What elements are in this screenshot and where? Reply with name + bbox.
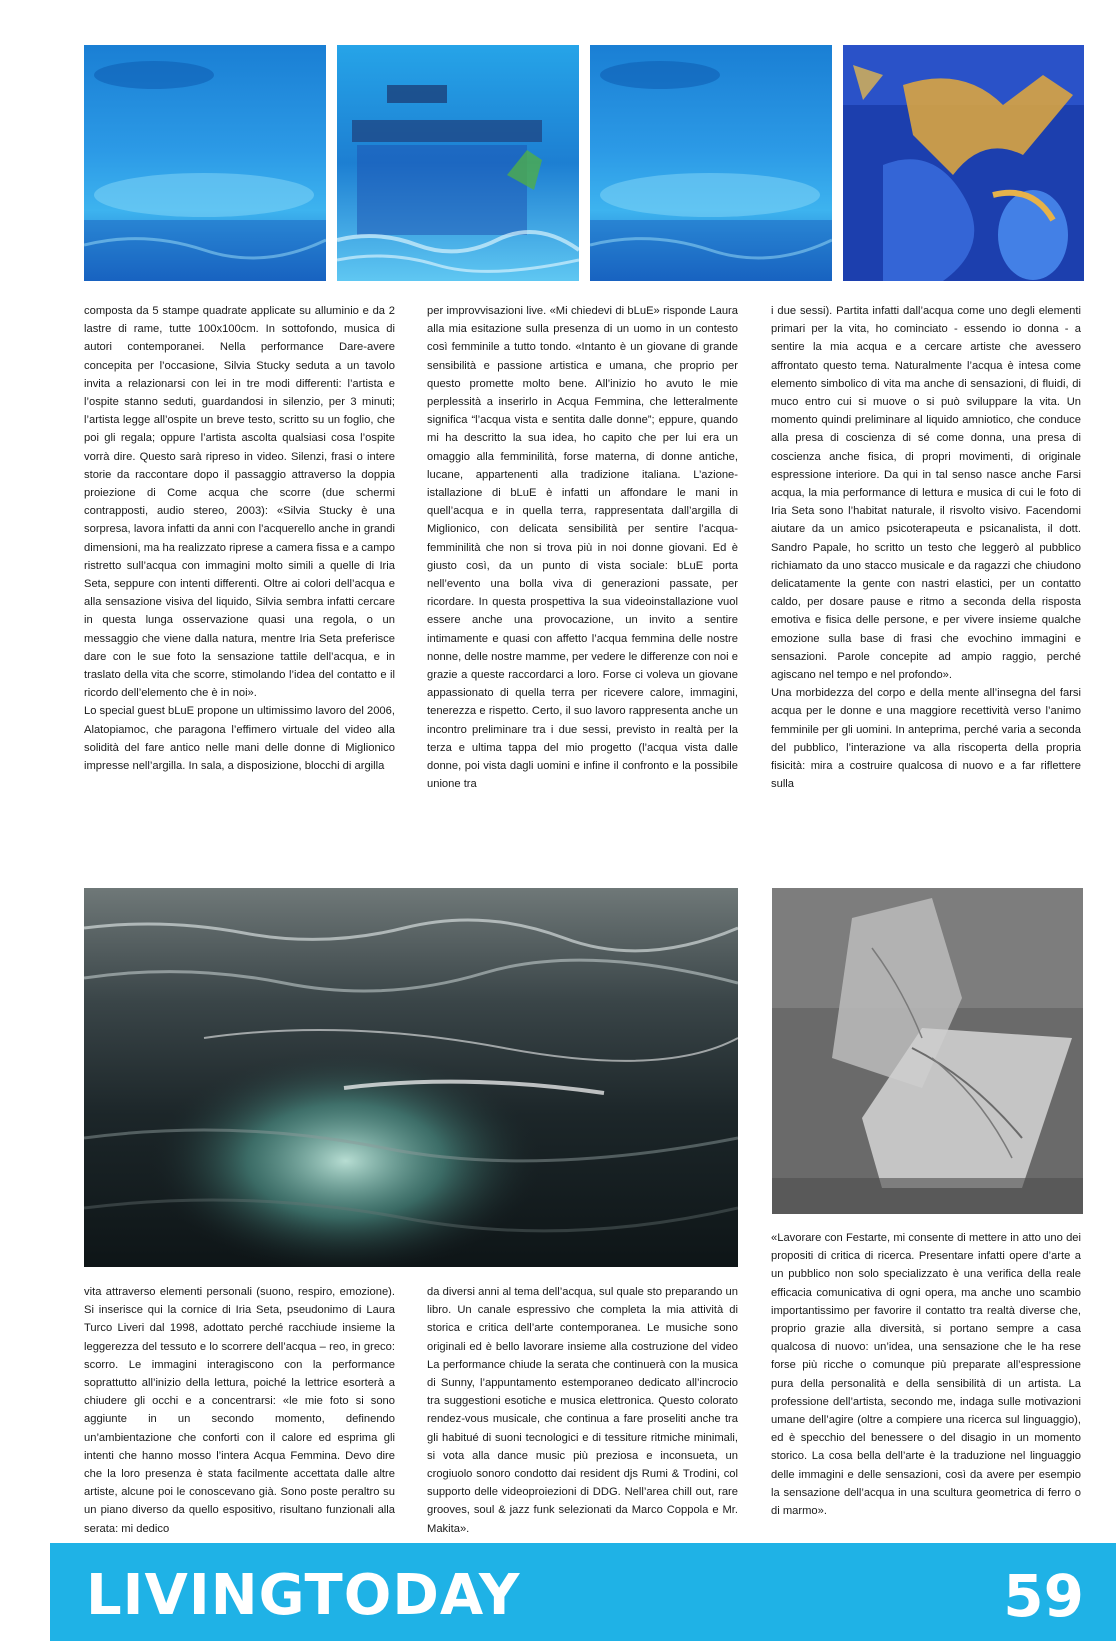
water-surface-photo: [84, 888, 738, 1267]
blue-gold-figure-print: [843, 45, 1084, 281]
clay-block-photo: [772, 888, 1083, 1214]
text-column-bottom-3: [771, 1229, 1081, 1520]
text-column-bottom-2: [427, 1283, 738, 1538]
blue-underwater-print-1: [84, 45, 326, 281]
text-column-top-1: [84, 302, 395, 775]
page-number: 59: [1003, 1562, 1084, 1630]
paragraph: i due sessi). Partita infatti dall’acqua come uno degli elementi primari per la vita, ho cominciato - essendo io donna - a sentire la mia acqua e a cercare artiste che avessero affrontato questo tema. Naturalmente l’acqua è intesa come elemento simbolico di vita ma anche di sensazioni, di fluidi, di muco entro cui si muove o si può sviluppare la vita. Un momento quindi preliminare al liquido amniotico, che conduce alla presa di coscienza di sé come donna, una presa di coscienza anche fisica, di propri movimenti, di originale espressione interiore. Da qui in tal senso nasce anche Farsi acqua, la mia performance di lettura e musica di cui le foto di Iria Seta sono l’habitat naturale, il risvolto visivo. Facendomi aiutare da un amico psicoterapeuta e psicanalista, il dott. Sandro Papale, ho scritto un testo che leggerò al pubblico richiamato da uno stacco musicale e da ragazzi che chiudono delicatamente la gente con nastri elastici, per un contatto caldo, per dosare pause e ritmo a seconda della risposta emotiva e fisica delle persone, e per vivere insieme qualche emozione sulla base di frasi che evochino immagini e sensazioni. Parole concepite ad ampio raggio, perché agiscano nel tempo e nel profondo».: [771, 305, 1081, 682]
text-column-top-2: [427, 302, 738, 793]
paragraph: da diversi anni al tema dell’acqua, sul quale sto preparando un libro. Un canale espressivo che completa la mia attività di storica e critica dell’arte contemporanea. Le musiche sono originali ed è bello lavorare insieme alla costruzione del video La performance chiude la serata che continuerà con la musica di Sunny, l’appuntamento estemporaneo dedicato all’incrocio tra suggestioni esotiche e musica elettronica. Questo colorato rendez-vous musicale, che continua a fare proseliti anche tra gli habitué di suoni tecnologici e di tessiture ritmiche minimali, si vota alla dance music più preziosa e inconsueta, un crogiuolo sonoro condotto dai resident djs Rumi & Trodini, col supporto delle videoproiezioni di DDG. Nell’area chill out, rare grooves, soul & jazz funk selezionati da Marco Coppola e Mr. Makita».: [427, 1286, 738, 1535]
text-column-bottom-1: [84, 1283, 395, 1538]
paragraph: Lo special guest bLuE propone un ultimissimo lavoro del 2006, Alatopiamoc, che paragona l’effimero virtuale del video alla solidità del fare antico nelle mani delle donne di Miglionico impresse nell’argilla. In sala, a disposizione, blocchi di argilla: [84, 705, 395, 773]
paragraph: per improvvisazioni live. «Mi chiedevi di bLuE» risponde Laura alla mia esitazione sulla presenza di un uomo in un contesto così femminile a tutto tondo. «Intanto è un giovane di grande sensibilità e passione artistica e umana, che proprio per questo promette molto bene. All’inizio ho avuto le mie perplessità a inserirlo in Acqua Femmina, che letteralmente significa “l’acqua vista e sentita dalle donne”; eppure, quando mi ha descritto la sua idea, ho capito che per lui era un omaggio alla femminilità, forse materna, di donne antiche, lucane, appartenenti alla tradizione italiana. L’azione-istallazione di bLuE è infatti un affondare le mani in quell’acqua e in quella terra, rappresentata dall’argilla di Miglionico, con delicata sensibilità per sentire l’acqua-femminilità che non si trova più in noi donne giovani. Ed è giusto così, da un punto di vista sociale: bLuE porta nell’evento una bolla viva di generazioni passate, per ricordare. In questa prospettiva la sua videoinstallazione vuol essere anche una provocazione, un invito a sentire intimamente e quasi con affetto l’acqua femmina delle nostre nonne, delle nostre mamme, per vedere le differenze con noi e grazie a queste raccordarci a loro. Forse ci voleva un giovane appassionato di quella terra per ricevere calore, immagini, tenerezza e rispetto. Certo, il suo lavoro rappresenta anche un incontro preliminare tra i due sessi, previsto in realtà per la terza e ultima tappa del mio progetto (l’acqua vista dalle donne, poi vista dagli uomini e infine il confronto e la possibile unione tra: [427, 305, 738, 791]
paragraph: composta da 5 stampe quadrate applicate su alluminio e da 2 lastre di rame, tutte 100x100cm. In sottofondo, musica di autori contemporanei. Nella performance Dare-avere concepita per l’occasione, Silvia Stucky seduta a un tavolo invita a relazionarsi con lei in tre modi differenti: l’artista e l’ospite stanno seduti, guardandosi in silenzio, per 3 minuti; l’artista legge all’ospite un breve testo, scritto su un foglio, che poi gli regala; oppure l’artista ascolta qualsiasi cosa l’ospite vorrà dire. Questo sarà ripreso in video. Silenzi, frasi o intere storie da raccontare dopo il passaggio attraverso la doppia proiezione di Come acqua che scorre (due schermi contrapposti, audio stereo, 2003): «Silvia Stucky è una sorpresa, lavora infatti da anni con l’acquerello anche in grandi dimensioni, ma ha realizzato riprese a camera fissa e a campo ristretto sull’acqua con immagini molto simili a quelle di Iria Seta, seppure con intenti differenti. Oltre ai colori dell’acqua e alla sensazione visiva del liquido, Silvia sembra infatti cercare in questa lunga osservazione quasi una regola, o un messaggio che viene dalla natura, mentre Iria Seta preferisce dare con le sue foto la sensazione tattile dell’acqua, e in traslato della vita che scorre, stimolando l’idea del contatto e il ricordo dell’elemento che è in noi».: [84, 305, 395, 700]
text-column-top-3: [771, 302, 1081, 793]
paragraph: Una morbidezza del corpo e della mente all’insegna del farsi acqua per le donne e una maggiore recettività verso l’animo femminile per gli uomini. In anteprima, perché varia a seconda del pubblico, l’interazione va alla riscoperta della propria fisicità: mira a costruire qualcosa di nuovo e a far riflettere sulla: [771, 687, 1081, 791]
blue-underwater-print-2: [337, 45, 579, 281]
paragraph: vita attraverso elementi personali (suono, respiro, emozione). Si inserisce qui la cornice di Iria Seta, pseudonimo di Laura Turco Liveri dal 1998, adottato perché racchiude insieme la leggerezza del tessuto e lo scorrere dell’acqua – reo, in greco: scorro. Le immagini interagiscono con la performance soprattutto all’inizio della lettura, poiché la lettrice esorterà a chiudere gli occhi e a concentrarsi: «le mie foto si sono aggiunte in un secondo momento, definendo un’ambientazione che conforti con il calore ed esprima gli intenti che hanno mosso l’intera Acqua Femmina. Devo dire che la loro presenza è stata facilmente accettata dalle altre artiste, alcune poi le conoscevano già. Sono poste peraltro su un piano diverso da quello espositivo, risultano funzionali alla serata: mi dedico: [84, 1286, 395, 1535]
footer-banner: [50, 1543, 1116, 1641]
paragraph: «Lavorare con Festarte, mi consente di mettere in atto uno dei propositi di critica di ricerca. Presentare infatti opere d’arte a un pubblico non solo specializzato è una verifica della reale efficacia comunicativa di ogni opera, ma anche uno scambio importantissimo per favorire il contatto tra realtà diverse che, proprio grazie alla diversità, si portano sempre a casa qualcosa di nuovo: un’idea, una sensazione che le ha rese forse più ricche o comunque più preparate all’espressione pura della personalità e della sensibilità di un artista. La professione dell’artista, secondo me, indaga sulle motivazioni umane dell’agire (oltre a compiere una ricerca sul linguaggio), ed è specchio del benessere o del disagio in un momento storico. La cosa bella dell’arte è la traduzione nel linguaggio delle immagini e delle sensazioni, così da avere per esempio la sensazione dell’acqua in una scultura geometrica di ferro o di marmo».: [771, 1232, 1081, 1518]
magazine-brand: LIVINGTODAY: [86, 1563, 521, 1628]
blue-underwater-print-3: [590, 45, 832, 281]
